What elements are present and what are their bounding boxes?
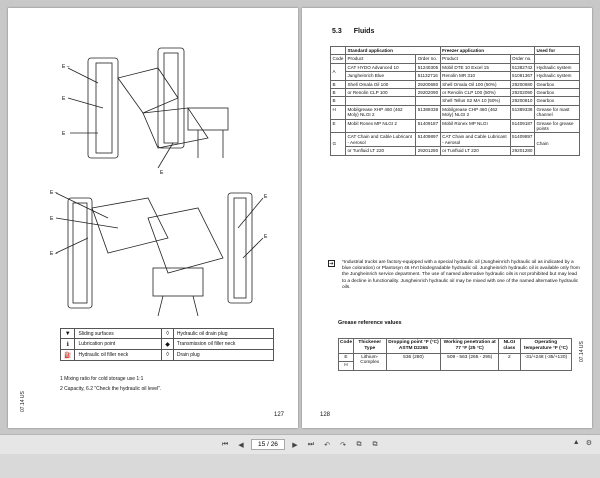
page-127 — [8, 8, 298, 428]
cell: Renolin MR 310 — [440, 72, 510, 80]
cell: 51240305 — [417, 64, 439, 70]
footnote-2: 2 Capacity, 6.2 "Check the hydraulic oil level". — [60, 386, 162, 392]
header-temperature: Operating temperature °F (°C) — [520, 339, 571, 354]
page-128 — [302, 8, 592, 428]
info-text: *Industrial trucks are factory-equipped with a special hydraulic oil (Jungheinrich hydraulic oil as indicated by a blue coloration) or Plantosyn 46 HVI biodegradable hydraulic oil. Jungheinrich hydraulic oil is available only from the Jungheinrich service department. The use of named alternative hydraulic oils is not prohibited but may lead to a decline in functionality. Jungheinrich hydraulic oil may be mixed with one of the named alternative hydraulic oils. — [342, 260, 580, 290]
arrow-up-icon[interactable]: ▲ — [572, 439, 580, 446]
legend-label: Sliding surfaces — [75, 329, 162, 339]
page-number: 127 — [273, 412, 284, 418]
label-e-9: E — [264, 234, 268, 240]
drain-plug2-icon: ◊ — [162, 350, 174, 361]
table-row — [331, 89, 580, 97]
cell: Gearbox — [535, 80, 580, 88]
cell: 536 (280) — [386, 353, 441, 371]
grease-title: Grease reference values — [338, 320, 402, 326]
legend-row — [61, 329, 274, 339]
cell: CAT Chain and Cable Lubricant - Aerosol — [345, 133, 415, 147]
cell: 51409187 — [416, 119, 440, 133]
table-row — [331, 119, 580, 133]
info-note — [330, 260, 580, 291]
cell: CAT Chain and Cable Lubricant - Aerosol — [440, 133, 510, 147]
copy-icon[interactable]: ⧉ — [356, 440, 362, 448]
header-penetration: Working penetration at 77 °F (25 °C) — [441, 339, 499, 354]
table-row — [331, 105, 580, 119]
cell: or Renolin CLP 100 (50%) — [440, 89, 510, 97]
cell: or Renolin CLP 100 — [345, 89, 415, 97]
cell: 29202090 — [417, 90, 439, 96]
cell: 29201280 — [417, 148, 439, 154]
page-number-input[interactable] — [251, 439, 285, 450]
cell: Shell Omala Oil 100 — [345, 80, 415, 88]
header-order: Order no. — [416, 55, 440, 63]
side-label: 07.14 US — [579, 341, 586, 362]
cell: 51132716 — [416, 72, 440, 80]
legend-label: Drain plug — [173, 350, 273, 361]
table-header-row — [339, 339, 572, 354]
cell-code: H — [331, 105, 346, 119]
cell: or Tunfluid LT 220 — [440, 147, 510, 155]
cell — [345, 97, 415, 105]
legend-row — [61, 339, 274, 350]
table-row — [331, 72, 580, 80]
cell: 51409897 — [416, 133, 440, 147]
cell: 2 — [499, 353, 521, 371]
cell: 29200810 — [512, 98, 533, 104]
table-subheader-row — [331, 55, 580, 63]
cell-code: B — [331, 80, 346, 88]
legend-table — [60, 328, 274, 361]
cell-code: E — [331, 119, 346, 133]
cell: Hydraulic system — [535, 72, 580, 80]
grease-table — [338, 338, 572, 371]
cell: Mobil Ronex MP NLGI 2 — [345, 119, 415, 133]
cell-code: G — [331, 133, 346, 155]
section-heading — [332, 28, 386, 35]
cell: Lithium-Complex — [354, 353, 387, 371]
status-bar — [0, 454, 600, 478]
cell-code: A — [331, 63, 346, 80]
header-product: Product — [345, 55, 415, 63]
header-freezer: Freezer application — [440, 47, 534, 55]
cell: Gearbox — [535, 89, 580, 97]
fluids-table — [330, 46, 580, 156]
mast-diagram-bottom — [48, 178, 278, 318]
header-used-for: Used for — [535, 47, 580, 55]
cell: Grease for grease points — [535, 119, 580, 133]
toolbar-right — [573, 439, 592, 447]
footnote-1: 1 Mixing ratio for cold storage use 1:1 — [60, 376, 144, 382]
cell: 29201280 — [512, 148, 533, 154]
first-page-button[interactable]: ⏮ — [221, 440, 229, 448]
cell — [416, 97, 440, 105]
header-standard: Standard application — [345, 47, 440, 55]
label-e-7: E – — [50, 251, 58, 257]
cell: Mobilgrease CHP 460 (462 Moly) NLGI 2 — [440, 105, 510, 119]
section-title: Fluids — [353, 28, 375, 35]
side-label: 07.14 US — [20, 391, 26, 412]
header-product: Product — [440, 55, 510, 63]
legend-label: Transmission oil filler neck — [173, 339, 273, 350]
cell: Jungheinrich Blue — [345, 72, 415, 80]
legend-label: Lubrication point — [75, 339, 162, 350]
copy-icon[interactable]: ⧉ — [372, 440, 378, 448]
cell: Shell Omala Oil 100 (50%) — [440, 80, 510, 88]
header-order: Order no. — [510, 55, 534, 63]
header-nlgi: NLGI class — [499, 339, 521, 354]
cell: 51409187 — [510, 119, 534, 133]
lubrication-point-icon: ℹ — [61, 339, 75, 350]
cell: CAT HYDO Advanced 10 — [345, 63, 415, 71]
header-blank — [535, 55, 580, 63]
transmission-plug-icon: ◆ — [162, 339, 174, 350]
cell: 29202090 — [512, 90, 533, 96]
label-e-5: E – — [50, 190, 58, 196]
table-row — [331, 97, 580, 105]
cell-code: B — [331, 97, 346, 105]
cell: Mobil DTE 10 Excel 15 — [440, 63, 510, 71]
label-e-6: E — [50, 216, 54, 222]
cell: 51382742 — [512, 64, 533, 70]
header-thickener: Thickener Type — [354, 339, 387, 354]
drain-plug-icon: ◊ — [162, 329, 174, 339]
cell-code: H — [339, 362, 354, 371]
arrow-right-icon: ➔ — [329, 261, 334, 267]
cell: or Tunfluid LT 220 — [345, 147, 415, 155]
section-number: 5.3 — [332, 28, 342, 35]
table-row — [331, 133, 580, 147]
cell: 29200680 — [512, 81, 533, 87]
header-blank — [331, 47, 346, 55]
label-e-3: E — [62, 131, 66, 137]
label-e-2: E — [62, 96, 66, 102]
cell: Mobil Ronex MP NLGI — [440, 119, 510, 133]
cell: Chain — [535, 133, 580, 155]
table-row — [331, 63, 580, 71]
cell: Shell Tellus S2 MA 10 (50%) — [440, 97, 510, 105]
legend-label: Hydraulic oil filler neck — [75, 350, 162, 361]
label-e-1: E – — [62, 64, 70, 70]
previous-page-button[interactable]: ◀ — [238, 441, 244, 449]
sliding-surface-icon: ▼ — [61, 329, 75, 339]
cell: 51389338 — [510, 105, 534, 119]
cell: 51081367 — [512, 73, 533, 79]
cell-code: E — [339, 353, 354, 362]
cell: Hydraulic system — [535, 63, 580, 71]
filler-neck-icon: ⛽ — [61, 350, 75, 361]
table-row — [331, 80, 580, 88]
cell: -31/+248 (-35/+120) — [520, 353, 571, 371]
forward-button[interactable]: ↷ — [340, 441, 346, 449]
label-e-4: E — [160, 170, 164, 176]
cell: 509 - 563 (265 - 295) — [441, 353, 499, 371]
header-code: Code — [332, 56, 344, 62]
gear-icon[interactable]: ⚙ — [585, 440, 592, 447]
navigation-toolbar — [0, 434, 600, 454]
legend-row — [61, 350, 274, 361]
table-header-row — [331, 47, 580, 55]
legend-label: Hydraulic oil drain plug — [173, 329, 273, 339]
next-page-button[interactable]: ▶ — [292, 441, 298, 449]
table-row — [339, 353, 572, 362]
header-dropping: Dropping point °F (°C) ASTM D2265 — [386, 339, 441, 354]
back-button[interactable]: ↶ — [324, 441, 330, 449]
cell-code: B — [331, 89, 346, 97]
cell: Grease for mast channel — [535, 105, 580, 119]
cell: 29200680 — [417, 81, 439, 87]
label-e-8: E — [264, 194, 268, 200]
header-code: Code — [339, 339, 354, 354]
cell: 51389338 — [416, 105, 440, 119]
cell: Mobilgrease XHP 460 (462 Moly) NLGI 2 — [345, 105, 415, 119]
page-number: 128 — [320, 412, 331, 418]
cell: Gearbox — [535, 97, 580, 105]
mast-diagram-top — [48, 38, 278, 178]
cell: 51409897 — [510, 133, 534, 147]
last-page-button[interactable]: ⏭ — [307, 440, 315, 448]
